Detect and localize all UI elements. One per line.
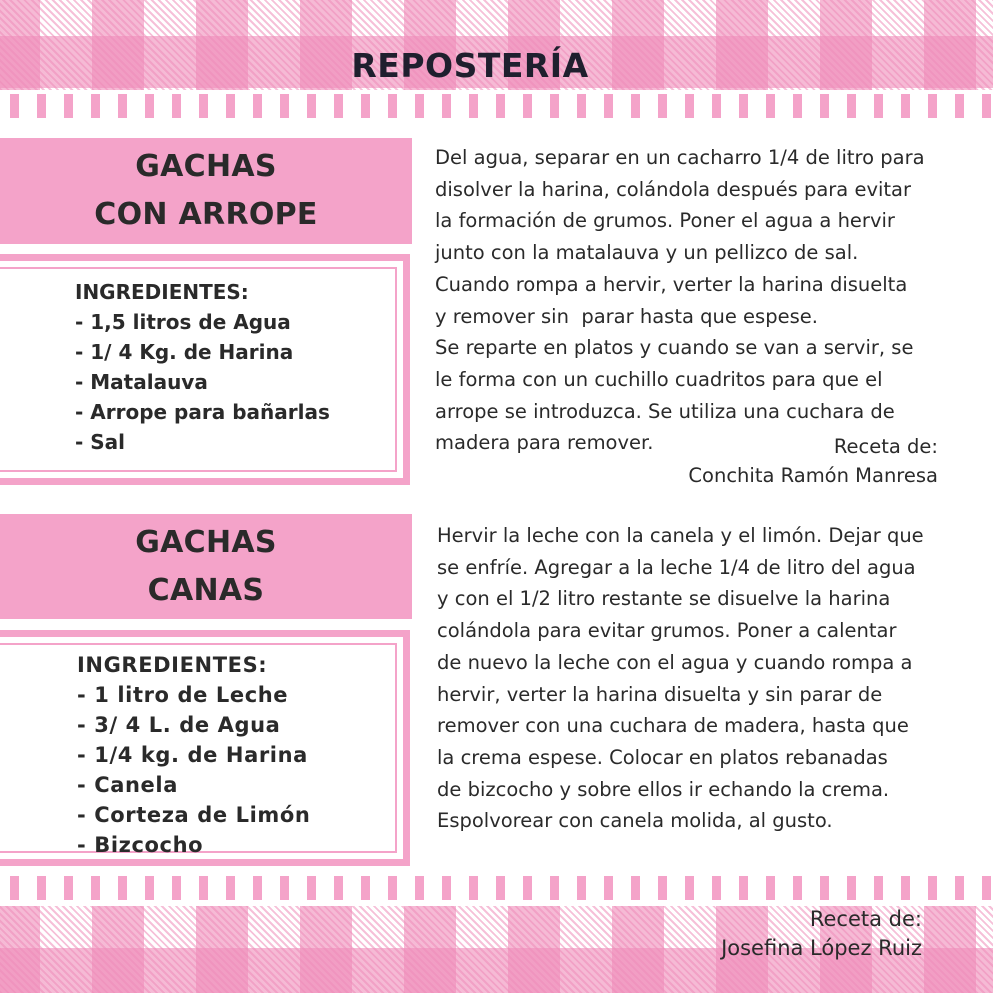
ingredient-item: - Corteza de Limón	[77, 803, 311, 827]
instruction-line: madera para remover.	[435, 431, 654, 455]
ingredient-item: - Matalauva	[75, 370, 208, 394]
ingredient-item: - Bizcocho	[77, 833, 204, 857]
instruction-line: la formación de grumos. Poner el agua a hervir	[435, 209, 895, 233]
ingredient-item: - 1/4 kg. de Harina	[77, 743, 308, 767]
ingredient-item: - Arrope para bañarlas	[75, 400, 330, 424]
instruction-line: Hervir la leche con la canela y el limón. Dejar que	[437, 524, 924, 547]
stripe-divider-bottom	[0, 876, 993, 900]
recipe-title-box-1	[0, 138, 412, 244]
instruction-line: y remover sin parar hasta que espese.	[435, 304, 818, 328]
ingredient-item: - 1/ 4 Kg. de Harina	[75, 340, 294, 364]
instruction-line: Del agua, separar en un cacharro 1/4 de litro para	[435, 146, 925, 169]
recipe-title-line: CON ARROPE	[94, 197, 318, 232]
instruction-line: Espolvorear con canela molida, al gusto.	[437, 809, 833, 833]
instruction-line: y con el 1/2 litro restante se disuelve la harina	[437, 587, 891, 611]
ingredient-item: - Canela	[77, 773, 178, 797]
recipe-title-line: GACHAS	[135, 524, 277, 560]
instruction-line: arrope se introduzca. Se utiliza una cuchara de	[435, 399, 895, 423]
recipe-title-line: GACHAS	[135, 149, 277, 184]
instruction-line: Se reparte en platos y cuando se van a servir, se	[435, 336, 914, 360]
ingredients-heading: INGREDIENTES:	[75, 280, 249, 304]
recipe-title-box-2	[0, 514, 412, 619]
ingredients-heading: INGREDIENTES:	[77, 653, 268, 677]
instruction-line: de bizcocho y sobre ellos ir echando la crema.	[437, 777, 890, 801]
ingredient-item: - 1 litro de Leche	[77, 683, 289, 707]
ingredients-list-2	[77, 650, 310, 860]
instruction-line: Cuando rompa a hervir, verter la harina disuelta	[435, 272, 908, 296]
recipe-title-line: CANAS	[147, 572, 265, 608]
ingredient-item: - 3/ 4 L. de Agua	[77, 713, 281, 737]
ingredient-item: - 1,5 litros de Agua	[75, 310, 291, 334]
credit-author: Josefina López Ruiz	[721, 936, 922, 960]
instruction-line: disolver la harina, colándola después para evitar	[435, 177, 912, 201]
recipe-credit-2	[721, 905, 922, 963]
recipe-instructions-2	[437, 520, 957, 837]
credit-label: Receta de:	[833, 435, 938, 458]
instruction-line: remover con una cuchara de madera, hasta que	[437, 714, 909, 738]
page-title: REPOSTERÍA	[351, 46, 589, 85]
instruction-line: la crema espese. Colocar en platos rebanadas	[437, 745, 888, 769]
instruction-line: hervir, verter la harina disuelta y sin parar de	[437, 682, 883, 706]
instruction-line: le forma con un cuchillo cuadritos para que el	[435, 367, 883, 391]
credit-author: Conchita Ramón Manresa	[688, 464, 938, 487]
recipe-instructions-1	[435, 142, 955, 459]
instruction-line: de nuevo la leche con el agua y cuando rompa a	[437, 650, 913, 674]
instruction-line: colándola para evitar grumos. Poner a calentar	[437, 619, 897, 643]
stripe-divider-top	[0, 94, 993, 118]
instruction-line: se enfríe. Agregar a la leche 1/4 de litro del agua	[437, 555, 916, 579]
credit-label: Receta de:	[809, 907, 922, 931]
ingredient-item: - Sal	[75, 430, 126, 454]
recipe-credit-1	[688, 432, 938, 490]
instruction-line: junto con la matalauva y un pellizco de sal.	[435, 241, 859, 265]
ingredients-list-1	[75, 277, 330, 457]
